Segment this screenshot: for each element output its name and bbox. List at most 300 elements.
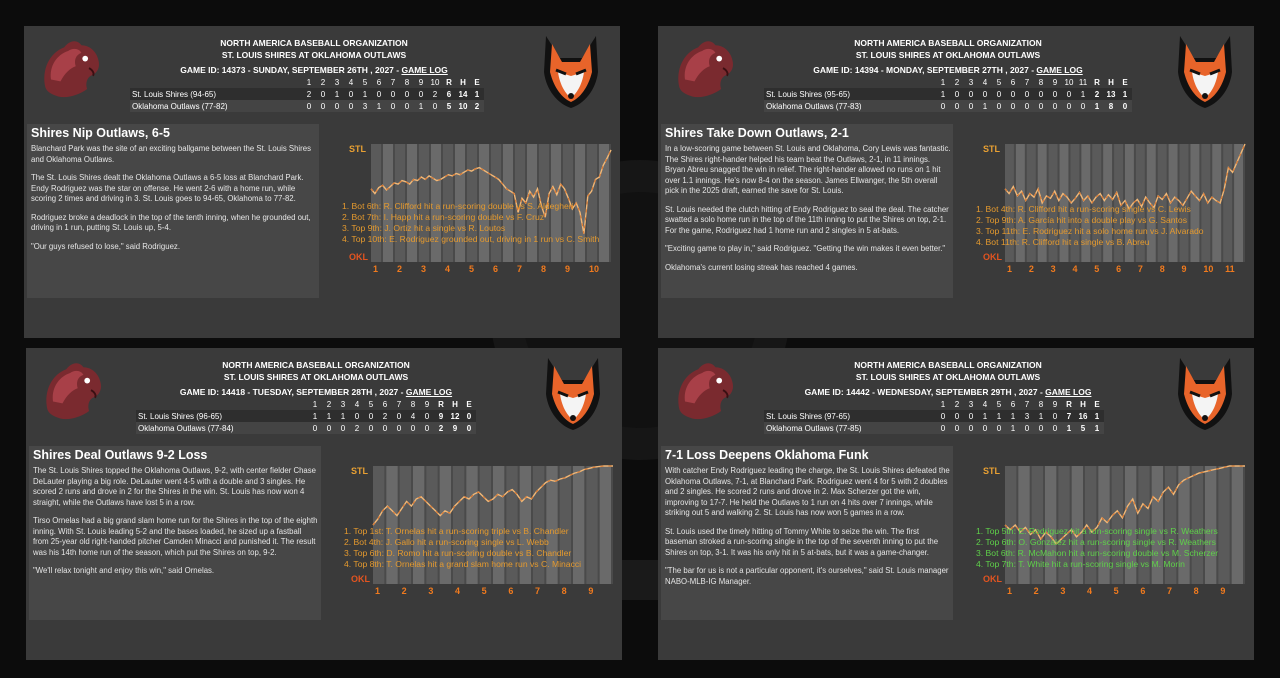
home-inning-score: 0 — [308, 422, 322, 434]
away-inning-score: 0 — [364, 410, 378, 422]
chart-x-label: 2 — [397, 264, 403, 274]
away-inning-score: 0 — [400, 88, 414, 100]
game-id-date: GAME ID: 14373 - SUNDAY, SEPTEMBER 26TH , 2027 - — [180, 65, 402, 75]
key-play-note: 4. Top 10th: E. Rodriguez grounded out, driving in 1 run vs C. Smith — [342, 234, 600, 244]
rhe-header: R — [446, 77, 452, 87]
key-play-note: 2. Bot 4th: J. Gallo hit a run-scoring single vs L. Webb — [344, 537, 549, 547]
home-inning-score: 0 — [964, 422, 978, 434]
inning-header: 8 — [410, 399, 416, 409]
key-plays — [342, 201, 599, 245]
chart-top-label: STL — [983, 466, 1000, 476]
org-name: NORTH AMERICA BASEBALL ORGANIZATION — [854, 38, 1042, 48]
rhe-header: E — [1122, 77, 1128, 87]
story-body — [33, 466, 319, 585]
chart-x-label: 2 — [1033, 586, 1039, 596]
chart-x-label: 10 — [1203, 264, 1214, 274]
key-play-note: 1. Top 5th: E. Rodriguez hit a run-scoring single vs R. Weathers — [976, 526, 1218, 536]
chart-x-label: 3 — [1050, 264, 1056, 274]
chart-x-label: 8 — [1159, 264, 1165, 274]
inning-header: 10 — [430, 77, 440, 87]
inning-header: 9 — [1052, 77, 1058, 87]
box-header-spacer — [136, 398, 308, 410]
home-team: Oklahoma Outlaws (77-82) — [130, 100, 302, 112]
home-inning-score: 0 — [950, 422, 964, 434]
matchup-title: ST. LOUIS SHIRES AT OKLAHOMA OUTLAWS — [855, 50, 1041, 60]
key-play-note: 4. Top 8th: T. Ornelas hit a grand slam home run vs C. Minacci — [344, 559, 582, 569]
key-plays — [344, 526, 581, 570]
away-inning-score: 0 — [1006, 88, 1020, 100]
chart-x-label: 4 — [1087, 586, 1093, 596]
away-inning-score: 0 — [1048, 88, 1062, 100]
key-play-note: 3. Top 9th: J. Ortiz hit a single vs R. Loutos — [342, 223, 506, 233]
inning-header: 3 — [968, 77, 974, 87]
key-play-note: 4. Bot 11th: R. Clifford hit a single vs B. Abreu — [976, 237, 1150, 247]
inning-header: 8 — [1038, 77, 1044, 87]
game-header — [24, 26, 620, 122]
inning-header: 7 — [390, 77, 396, 87]
chart-x-label: 7 — [1137, 264, 1143, 274]
home-inning-score: 0 — [1076, 100, 1090, 112]
home-inning-score: 0 — [316, 100, 330, 112]
home-rhe-value: 5 — [1076, 422, 1090, 434]
home-rhe-value: 2 — [434, 422, 448, 434]
away-rhe-value: 14 — [456, 88, 470, 100]
story-paragraph: St. Louis needed the clutch hitting of Endy Rodriguez to seal the deal. The catcher swatted a solo home run in the top of the 11th inning to put the Shires on top, 2-1. For the game, Rodriguez had 1 home run and 2 singles in 5 at-bats. — [665, 204, 949, 235]
story-paragraph: "We'll relax tonight and enjoy this win," said Ornelas. — [33, 566, 215, 575]
rhe-header: H — [1108, 77, 1114, 87]
inning-header: 5 — [996, 77, 1002, 87]
home-inning-score: 1 — [414, 100, 428, 112]
game-id-date: GAME ID: 14394 - MONDAY, SEPTEMBER 27TH , 2027 - — [813, 65, 1037, 75]
home-inning-score: 0 — [322, 422, 336, 434]
story-body — [665, 144, 951, 281]
home-inning-score: 0 — [978, 422, 992, 434]
game-card — [658, 26, 1254, 338]
chart-x-label: 8 — [561, 586, 567, 596]
home-inning-score: 0 — [378, 422, 392, 434]
chart-x-label: 9 — [588, 586, 594, 596]
box-score — [764, 398, 1104, 434]
inning-header: 9 — [1052, 399, 1058, 409]
horse-logo-icon — [32, 32, 108, 108]
away-inning-score: 0 — [420, 410, 434, 422]
home-inning-score: 0 — [936, 100, 950, 112]
home-team: Oklahoma Outlaws (77-85) — [764, 422, 936, 434]
home-inning-score: 1 — [1006, 422, 1020, 434]
matchup-title: ST. LOUIS SHIRES AT OKLAHOMA OUTLAWS — [855, 372, 1041, 382]
game-log-link[interactable]: GAME LOG — [401, 65, 448, 75]
box-score — [764, 76, 1132, 112]
away-inning-score: 1 — [1076, 88, 1090, 100]
inning-header: 4 — [354, 399, 360, 409]
away-inning-score: 0 — [1034, 88, 1048, 100]
horse-logo-icon — [666, 32, 742, 108]
away-inning-score: 0 — [978, 88, 992, 100]
game-story — [29, 446, 321, 620]
away-rhe-value: 16 — [1076, 410, 1090, 422]
home-rhe-value: 5 — [442, 100, 456, 112]
chart-x-label: 9 — [565, 264, 571, 274]
chart-x-label: 6 — [1140, 586, 1146, 596]
rhe-header: H — [452, 399, 458, 409]
key-play-note: 2. Top 9th: A. García hit into a double play vs G. Santos — [976, 215, 1187, 225]
away-inning-score: 0 — [950, 410, 964, 422]
chart-x-label: 5 — [1094, 264, 1100, 274]
away-inning-score: 1 — [936, 88, 950, 100]
home-inning-score: 0 — [1048, 422, 1062, 434]
away-rhe-value: 13 — [1104, 88, 1118, 100]
away-inning-score: 0 — [1020, 88, 1034, 100]
away-inning-score: 0 — [936, 410, 950, 422]
home-inning-score: 0 — [364, 422, 378, 434]
home-inning-score: 0 — [1020, 100, 1034, 112]
inning-header: 5 — [362, 77, 368, 87]
inning-header: 4 — [348, 77, 354, 87]
inning-header: 4 — [982, 399, 988, 409]
game-story — [661, 446, 953, 620]
home-rhe-value: 1 — [1062, 422, 1076, 434]
game-id-date: GAME ID: 14442 - WEDNESDAY, SEPTEMBER 29TH , 2027 - — [804, 387, 1046, 397]
key-plays — [976, 204, 1204, 248]
game-card — [658, 348, 1254, 660]
game-card — [26, 348, 622, 660]
rhe-header: H — [460, 77, 466, 87]
chart-x-label: 8 — [1193, 586, 1199, 596]
inning-header: 7 — [1024, 77, 1030, 87]
away-inning-score: 1 — [330, 88, 344, 100]
away-inning-score: 0 — [350, 410, 364, 422]
inning-header: 2 — [326, 399, 332, 409]
chart-x-label: 3 — [428, 586, 434, 596]
chart-x-label: 10 — [589, 264, 600, 274]
inning-header: 8 — [1038, 399, 1044, 409]
home-inning-score: 0 — [992, 422, 1006, 434]
story-headline: 7-1 Loss Deepens Oklahoma Funk — [665, 448, 869, 462]
chart-x-label: 1 — [1007, 264, 1013, 274]
rhe-header: R — [1066, 399, 1072, 409]
inning-header: 1 — [312, 399, 318, 409]
game-log-link[interactable]: GAME LOG — [1045, 387, 1092, 397]
game-header — [658, 26, 1254, 122]
home-rhe-value: 10 — [456, 100, 470, 112]
inning-header: 7 — [396, 399, 402, 409]
away-inning-score: 0 — [1048, 410, 1062, 422]
home-inning-score: 0 — [400, 100, 414, 112]
home-inning-score: 0 — [1006, 100, 1020, 112]
home-inning-score: 0 — [392, 422, 406, 434]
home-inning-score: 0 — [1048, 100, 1062, 112]
story-paragraph: Rodriguez broke a deadlock in the top of the tenth inning, when he grounded out, driving in 1 run, putting St. Louis up, 5-4. — [31, 212, 311, 232]
away-inning-score: 0 — [386, 88, 400, 100]
box-score — [130, 76, 484, 112]
story-paragraph: In a low-scoring game between St. Louis and Oklahoma, Cory Lewis was fantastic. The Shires right-hander helped his team beat the Outlaws, 2-1, in 11 innings. Bryan Abreu snagged the win in relief. The right-hander allowed no runs on 1 hit over 1.1 innings. He's now 8-4 on the season. James Ellwanger, the 5th overall pick in the 2025 draft, earned the save for St. Louis. — [665, 144, 951, 195]
inning-band — [599, 144, 609, 262]
chart-x-label: 6 — [508, 586, 514, 596]
chart-bottom-label: OKL — [349, 252, 368, 262]
home-rhe-value: 0 — [462, 422, 476, 434]
away-inning-score: 0 — [964, 88, 978, 100]
home-inning-score: 0 — [936, 422, 950, 434]
inning-band — [586, 466, 597, 584]
chart-x-label: 2 — [1028, 264, 1034, 274]
story-headline: Shires Deal Outlaws 9-2 Loss — [33, 448, 208, 462]
inning-band — [1234, 144, 1243, 262]
story-body — [665, 466, 951, 595]
story-body — [31, 144, 317, 260]
away-rhe-value: 6 — [442, 88, 456, 100]
game-info — [768, 64, 1128, 76]
game-story — [27, 124, 319, 298]
story-paragraph: Tirso Ornelas had a big grand slam home run for the Shires in the top of the eighth inning. With St. Louis leading 5-2 and the bases loaded, he sized up a fastball from 25-year old right-handed pitcher Camden Minacci and punished it. The result was his 14th home run of the season, which put the Shires on top, 9-2. — [33, 516, 318, 557]
away-rhe-value: 12 — [448, 410, 462, 422]
key-play-note: 1. Top 1st: T. Ornelas hit a run-scoring triple vs B. Chandler — [344, 526, 569, 536]
rhe-header: E — [1094, 399, 1100, 409]
away-rhe-value: 1 — [470, 88, 484, 100]
inning-header: 5 — [996, 399, 1002, 409]
inning-header: 3 — [340, 399, 346, 409]
home-inning-score: 1 — [978, 100, 992, 112]
chart-top-label: STL — [349, 144, 366, 154]
inning-header: 7 — [1024, 399, 1030, 409]
inning-header: 6 — [1010, 77, 1016, 87]
chart-x-label: 1 — [1007, 586, 1013, 596]
home-inning-score: 0 — [344, 100, 358, 112]
away-team: St. Louis Shires (95-65) — [764, 88, 936, 100]
away-inning-score: 0 — [372, 88, 386, 100]
away-rhe-value: 1 — [1118, 88, 1132, 100]
game-header — [26, 348, 622, 444]
key-play-note: 4. Top 7th: T. White hit a run-scoring single vs M. Morin — [976, 559, 1185, 569]
box-score — [136, 398, 476, 434]
away-inning-score: 1 — [322, 410, 336, 422]
fox-logo-icon — [1172, 32, 1238, 112]
story-paragraph: The St. Louis Shires dealt the Oklahoma Outlaws a 6-5 loss at Blanchard Park. Endy Rodriguez was the star on offense. He went 2-6 with a home run, while scoring 2 times and driving in 3. St. Louis goes to 94-65, Oklahoma to 77-82. — [31, 173, 304, 203]
fox-logo-icon — [540, 354, 606, 434]
inning-band — [1223, 144, 1232, 262]
inning-header: 1 — [940, 399, 946, 409]
story-headline: Shires Nip Outlaws, 6-5 — [31, 126, 170, 140]
home-inning-score: 0 — [1062, 100, 1076, 112]
away-team: St. Louis Shires (94-65) — [130, 88, 302, 100]
inning-header: 9 — [418, 77, 424, 87]
rhe-header: E — [466, 399, 472, 409]
chart-bottom-label: OKL — [351, 574, 370, 584]
away-inning-score: 1 — [336, 410, 350, 422]
game-info — [134, 64, 494, 76]
home-rhe-value: 8 — [1104, 100, 1118, 112]
away-rhe-value: 1 — [1090, 410, 1104, 422]
chart-x-label: 11 — [1225, 264, 1235, 274]
inning-band — [1232, 466, 1243, 584]
home-inning-score: 0 — [428, 100, 442, 112]
key-play-note: 3. Top 6th: D. Romo hit a run-scoring double vs B. Chandler — [344, 548, 572, 558]
game-id-date: GAME ID: 14418 - TUESDAY, SEPTEMBER 28TH , 2027 - — [179, 387, 406, 397]
org-name: NORTH AMERICA BASEBALL ORGANIZATION — [854, 360, 1042, 370]
home-inning-score: 3 — [358, 100, 372, 112]
home-team: Oklahoma Outlaws (77-83) — [764, 100, 936, 112]
chart-x-label: 4 — [1072, 264, 1078, 274]
away-inning-score: 1 — [1034, 410, 1048, 422]
away-inning-score: 0 — [1062, 88, 1076, 100]
story-paragraph: "The bar for us is not a particular opponent, it's ourselves," said St. Louis manager NABO-MLB-IG Manager. — [665, 566, 949, 586]
chart-top-label: STL — [983, 144, 1000, 154]
chart-bottom-label: OKL — [983, 252, 1002, 262]
game-info — [768, 386, 1128, 398]
away-rhe-value: 0 — [462, 410, 476, 422]
chart-x-label: 5 — [469, 264, 475, 274]
away-inning-score: 2 — [428, 88, 442, 100]
key-play-note: 1. Bot 6th: R. Clifford hit a run-scoring double vs S. Aldegheri — [342, 201, 574, 211]
game-card — [24, 26, 620, 338]
fox-logo-icon — [538, 32, 604, 112]
home-rhe-value: 1 — [1090, 422, 1104, 434]
inning-header: 6 — [1010, 399, 1016, 409]
key-play-note: 3. Bot 6th: R. McMahon hit a run-scoring double vs M. Scherzer — [976, 548, 1219, 558]
horse-logo-icon — [34, 354, 110, 430]
away-inning-score: 3 — [1020, 410, 1034, 422]
chart-x-label: 1 — [373, 264, 379, 274]
rhe-header: R — [1094, 77, 1100, 87]
story-headline: Shires Take Down Outlaws, 2-1 — [665, 126, 849, 140]
chart-top-label: STL — [351, 466, 368, 476]
inning-header: 3 — [334, 77, 340, 87]
away-inning-score: 1 — [1006, 410, 1020, 422]
away-inning-score: 0 — [344, 88, 358, 100]
home-rhe-value: 2 — [470, 100, 484, 112]
inning-header: 3 — [968, 399, 974, 409]
key-plays — [976, 526, 1218, 570]
inning-header: 5 — [368, 399, 374, 409]
away-inning-score: 2 — [302, 88, 316, 100]
matchup-title: ST. LOUIS SHIRES AT OKLAHOMA OUTLAWS — [221, 50, 407, 60]
game-log-link[interactable]: GAME LOG — [1036, 65, 1083, 75]
chart-x-label: 5 — [1113, 586, 1119, 596]
inning-header: 2 — [320, 77, 326, 87]
home-inning-score: 0 — [302, 100, 316, 112]
chart-x-label: 6 — [493, 264, 499, 274]
chart-x-label: 9 — [1220, 586, 1226, 596]
home-inning-score: 0 — [1020, 422, 1034, 434]
story-paragraph: With catcher Endy Rodriguez leading the charge, the St. Louis Shires defeated the Oklahoma Outlaws, 7-1, at Blanchard Park. Rodriguez went 4 for 5 with 2 doubles and 2 singles. He scored 2 runs and drove in 2. Max Scherzer got the win, improving to 17-7. He held the Outlaws to 1 run on 4 hits over 7 innings, while striking out 5 and walking 2. St. Louis has now won 5 games in a row. — [665, 466, 950, 517]
inning-header: 6 — [376, 77, 382, 87]
chart-x-label: 9 — [1181, 264, 1187, 274]
home-inning-score: 0 — [992, 100, 1006, 112]
home-rhe-value: 1 — [1090, 100, 1104, 112]
away-inning-score: 0 — [392, 410, 406, 422]
home-inning-score: 0 — [336, 422, 350, 434]
home-rhe-value: 9 — [448, 422, 462, 434]
game-log-link[interactable]: GAME LOG — [405, 387, 453, 397]
away-rhe-value: 2 — [1090, 88, 1104, 100]
box-header-spacer — [130, 76, 302, 88]
away-inning-score: 0 — [964, 410, 978, 422]
chart-x-label: 8 — [541, 264, 547, 274]
matchup-title: ST. LOUIS SHIRES AT OKLAHOMA OUTLAWS — [223, 372, 409, 382]
box-header-spacer — [764, 76, 936, 88]
home-inning-score: 0 — [420, 422, 434, 434]
away-inning-score: 1 — [308, 410, 322, 422]
home-team: Oklahoma Outlaws (77-84) — [136, 422, 308, 434]
inning-header: 4 — [982, 77, 988, 87]
home-inning-score: 0 — [950, 100, 964, 112]
away-team: St. Louis Shires (97-65) — [764, 410, 936, 422]
rhe-header: H — [1080, 399, 1086, 409]
inning-band — [1218, 466, 1229, 584]
org-name: NORTH AMERICA BASEBALL ORGANIZATION — [220, 38, 408, 48]
key-play-note: 2. Bot 7th: I. Happ hit a run-scoring double vs F. Cruz — [342, 212, 545, 222]
game-header — [658, 348, 1254, 444]
rhe-header: E — [474, 77, 480, 87]
away-inning-score: 1 — [358, 88, 372, 100]
org-name: NORTH AMERICA BASEBALL ORGANIZATION — [222, 360, 410, 370]
box-header-spacer — [764, 398, 936, 410]
away-inning-score: 1 — [992, 410, 1006, 422]
chart-x-label: 4 — [455, 586, 461, 596]
home-inning-score: 2 — [350, 422, 364, 434]
horse-logo-icon — [666, 354, 742, 430]
key-play-note: 2. Top 6th: O. Gonzalez hit a run-scoring single vs R. Weathers — [976, 537, 1216, 547]
chart-x-label: 3 — [421, 264, 427, 274]
story-paragraph: St. Louis used the timely hitting of Tommy White to seize the win. The first baseman stroked a run-scoring single in the top of the seventh inning to put the Shires on top, 3-1. It was his only hit in 5 at-bats, but it was a game-changer. — [665, 526, 939, 557]
away-inning-score: 4 — [406, 410, 420, 422]
chart-x-label: 4 — [445, 264, 451, 274]
away-inning-score: 0 — [316, 88, 330, 100]
game-info — [136, 386, 496, 398]
home-inning-score: 0 — [964, 100, 978, 112]
key-play-note: 3. Top 11th: E. Rodriguez hit a solo home run vs J. Alvarado — [976, 226, 1204, 236]
chart-x-label: 6 — [1116, 264, 1122, 274]
chart-bottom-label: OKL — [983, 574, 1002, 584]
inning-header: 2 — [954, 77, 960, 87]
away-rhe-value: 7 — [1062, 410, 1076, 422]
chart-x-label: 5 — [481, 586, 487, 596]
story-paragraph: "Our guys refused to lose," said Rodriguez. — [31, 241, 180, 251]
inning-band — [600, 466, 611, 584]
home-inning-score: 0 — [1034, 422, 1048, 434]
home-rhe-value: 0 — [1118, 100, 1132, 112]
away-inning-score: 1 — [978, 410, 992, 422]
home-inning-score: 0 — [406, 422, 420, 434]
inning-header: 9 — [424, 399, 430, 409]
inning-header: 8 — [404, 77, 410, 87]
story-paragraph: "Exciting game to play in," said Rodriguez. "Getting the win makes it even better." — [665, 244, 946, 253]
inning-header: 2 — [954, 399, 960, 409]
story-paragraph: The St. Louis Shires topped the Oklahoma Outlaws, 9-2, with center fielder Chase DeLauter playing a big role. DeLauter went 4-5 with a double and 3 singles. He scored 2 runs and drove in 2 for the Shires in the win. St. Louis has now won 4 straight, while the Outlaws have lost 5 in a row. — [33, 466, 316, 507]
story-paragraph: Oklahoma's current losing streak has reached 4 games. — [665, 262, 858, 272]
game-story — [661, 124, 953, 298]
home-inning-score: 0 — [330, 100, 344, 112]
away-inning-score: 2 — [378, 410, 392, 422]
chart-x-label: 7 — [1167, 586, 1173, 596]
key-play-note: 1. Bot 4th: R. Clifford hit a run-scoring single vs C. Lewis — [976, 204, 1191, 214]
fox-logo-icon — [1172, 354, 1238, 434]
away-team: St. Louis Shires (96-65) — [136, 410, 308, 422]
chart-x-label: 1 — [375, 586, 381, 596]
away-inning-score: 0 — [992, 88, 1006, 100]
home-inning-score: 0 — [386, 100, 400, 112]
chart-x-label: 7 — [535, 586, 541, 596]
rhe-header: R — [438, 399, 444, 409]
away-rhe-value: 9 — [434, 410, 448, 422]
inning-header: 1 — [306, 77, 312, 87]
chart-x-label: 3 — [1060, 586, 1066, 596]
home-inning-score: 0 — [1034, 100, 1048, 112]
chart-x-label: 2 — [401, 586, 407, 596]
story-paragraph: Blanchard Park was the site of an exciting ballgame between the St. Louis Shires and Oklahoma Outlaws. — [31, 144, 311, 164]
home-inning-score: 1 — [372, 100, 386, 112]
away-inning-score: 0 — [414, 88, 428, 100]
inning-header: 6 — [382, 399, 388, 409]
